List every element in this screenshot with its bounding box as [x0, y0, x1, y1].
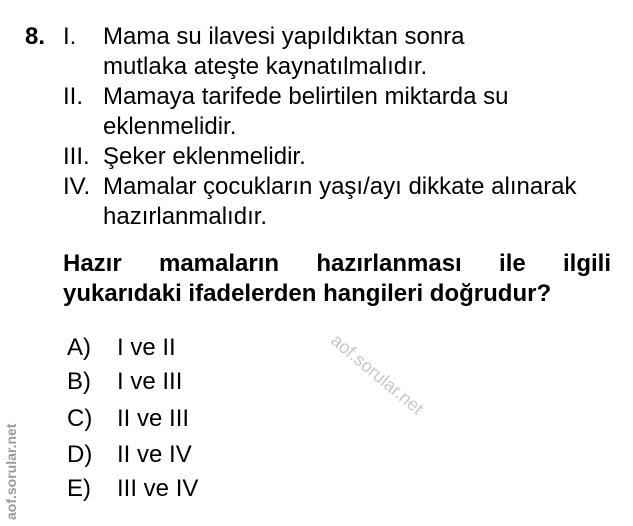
option-d[interactable] — [67, 440, 192, 470]
question-stem-line-2: yukarıdaki ifadelerden hangileri doğrudur? — [63, 280, 552, 307]
watermark-diagonal: aof.sorular.net — [327, 330, 428, 419]
option-letter: A) — [67, 334, 91, 361]
statement-3 — [63, 142, 623, 172]
statement-numeral: III. — [63, 143, 90, 170]
option-text: II ve III — [117, 405, 190, 432]
statement-4 — [63, 172, 623, 232]
option-letter: C) — [67, 405, 93, 432]
option-text: I ve II — [117, 334, 176, 361]
statement-numeral: I. — [63, 23, 77, 50]
option-text: II ve IV — [117, 441, 192, 468]
statement-2 — [63, 82, 623, 142]
option-letter: D) — [67, 441, 93, 468]
question-number: 8. — [25, 23, 46, 50]
statement-numeral: II. — [63, 83, 84, 110]
question-stem — [63, 249, 611, 309]
option-a[interactable] — [67, 333, 176, 363]
option-letter: E) — [67, 475, 91, 502]
statement-text: Şeker eklenmelidir. — [103, 143, 306, 170]
option-text: III ve IV — [117, 475, 199, 502]
statement-1 — [63, 22, 623, 82]
option-b[interactable] — [67, 367, 182, 397]
statement-text: Mamalar çocukların yaşı/ayı dikkate alınarak hazırlanmalıdır. — [103, 173, 577, 230]
option-e[interactable] — [67, 474, 198, 504]
statement-numeral: IV. — [63, 173, 91, 200]
option-text: I ve III — [117, 368, 183, 395]
option-c[interactable] — [67, 404, 189, 434]
statement-text: Mamaya tarifede belirtilen miktarda su eklenmelidir. — [103, 83, 509, 140]
statement-text: Mama su ilavesi yapıldıktan sonra mutlaka ateşte kaynatılmalıdır. — [103, 23, 465, 80]
watermark-side: aof.sorular.net — [3, 423, 19, 520]
question-stem-line-1: Hazır mamaların hazırlanması ile ilgili — [63, 250, 611, 277]
option-letter: B) — [67, 368, 91, 395]
